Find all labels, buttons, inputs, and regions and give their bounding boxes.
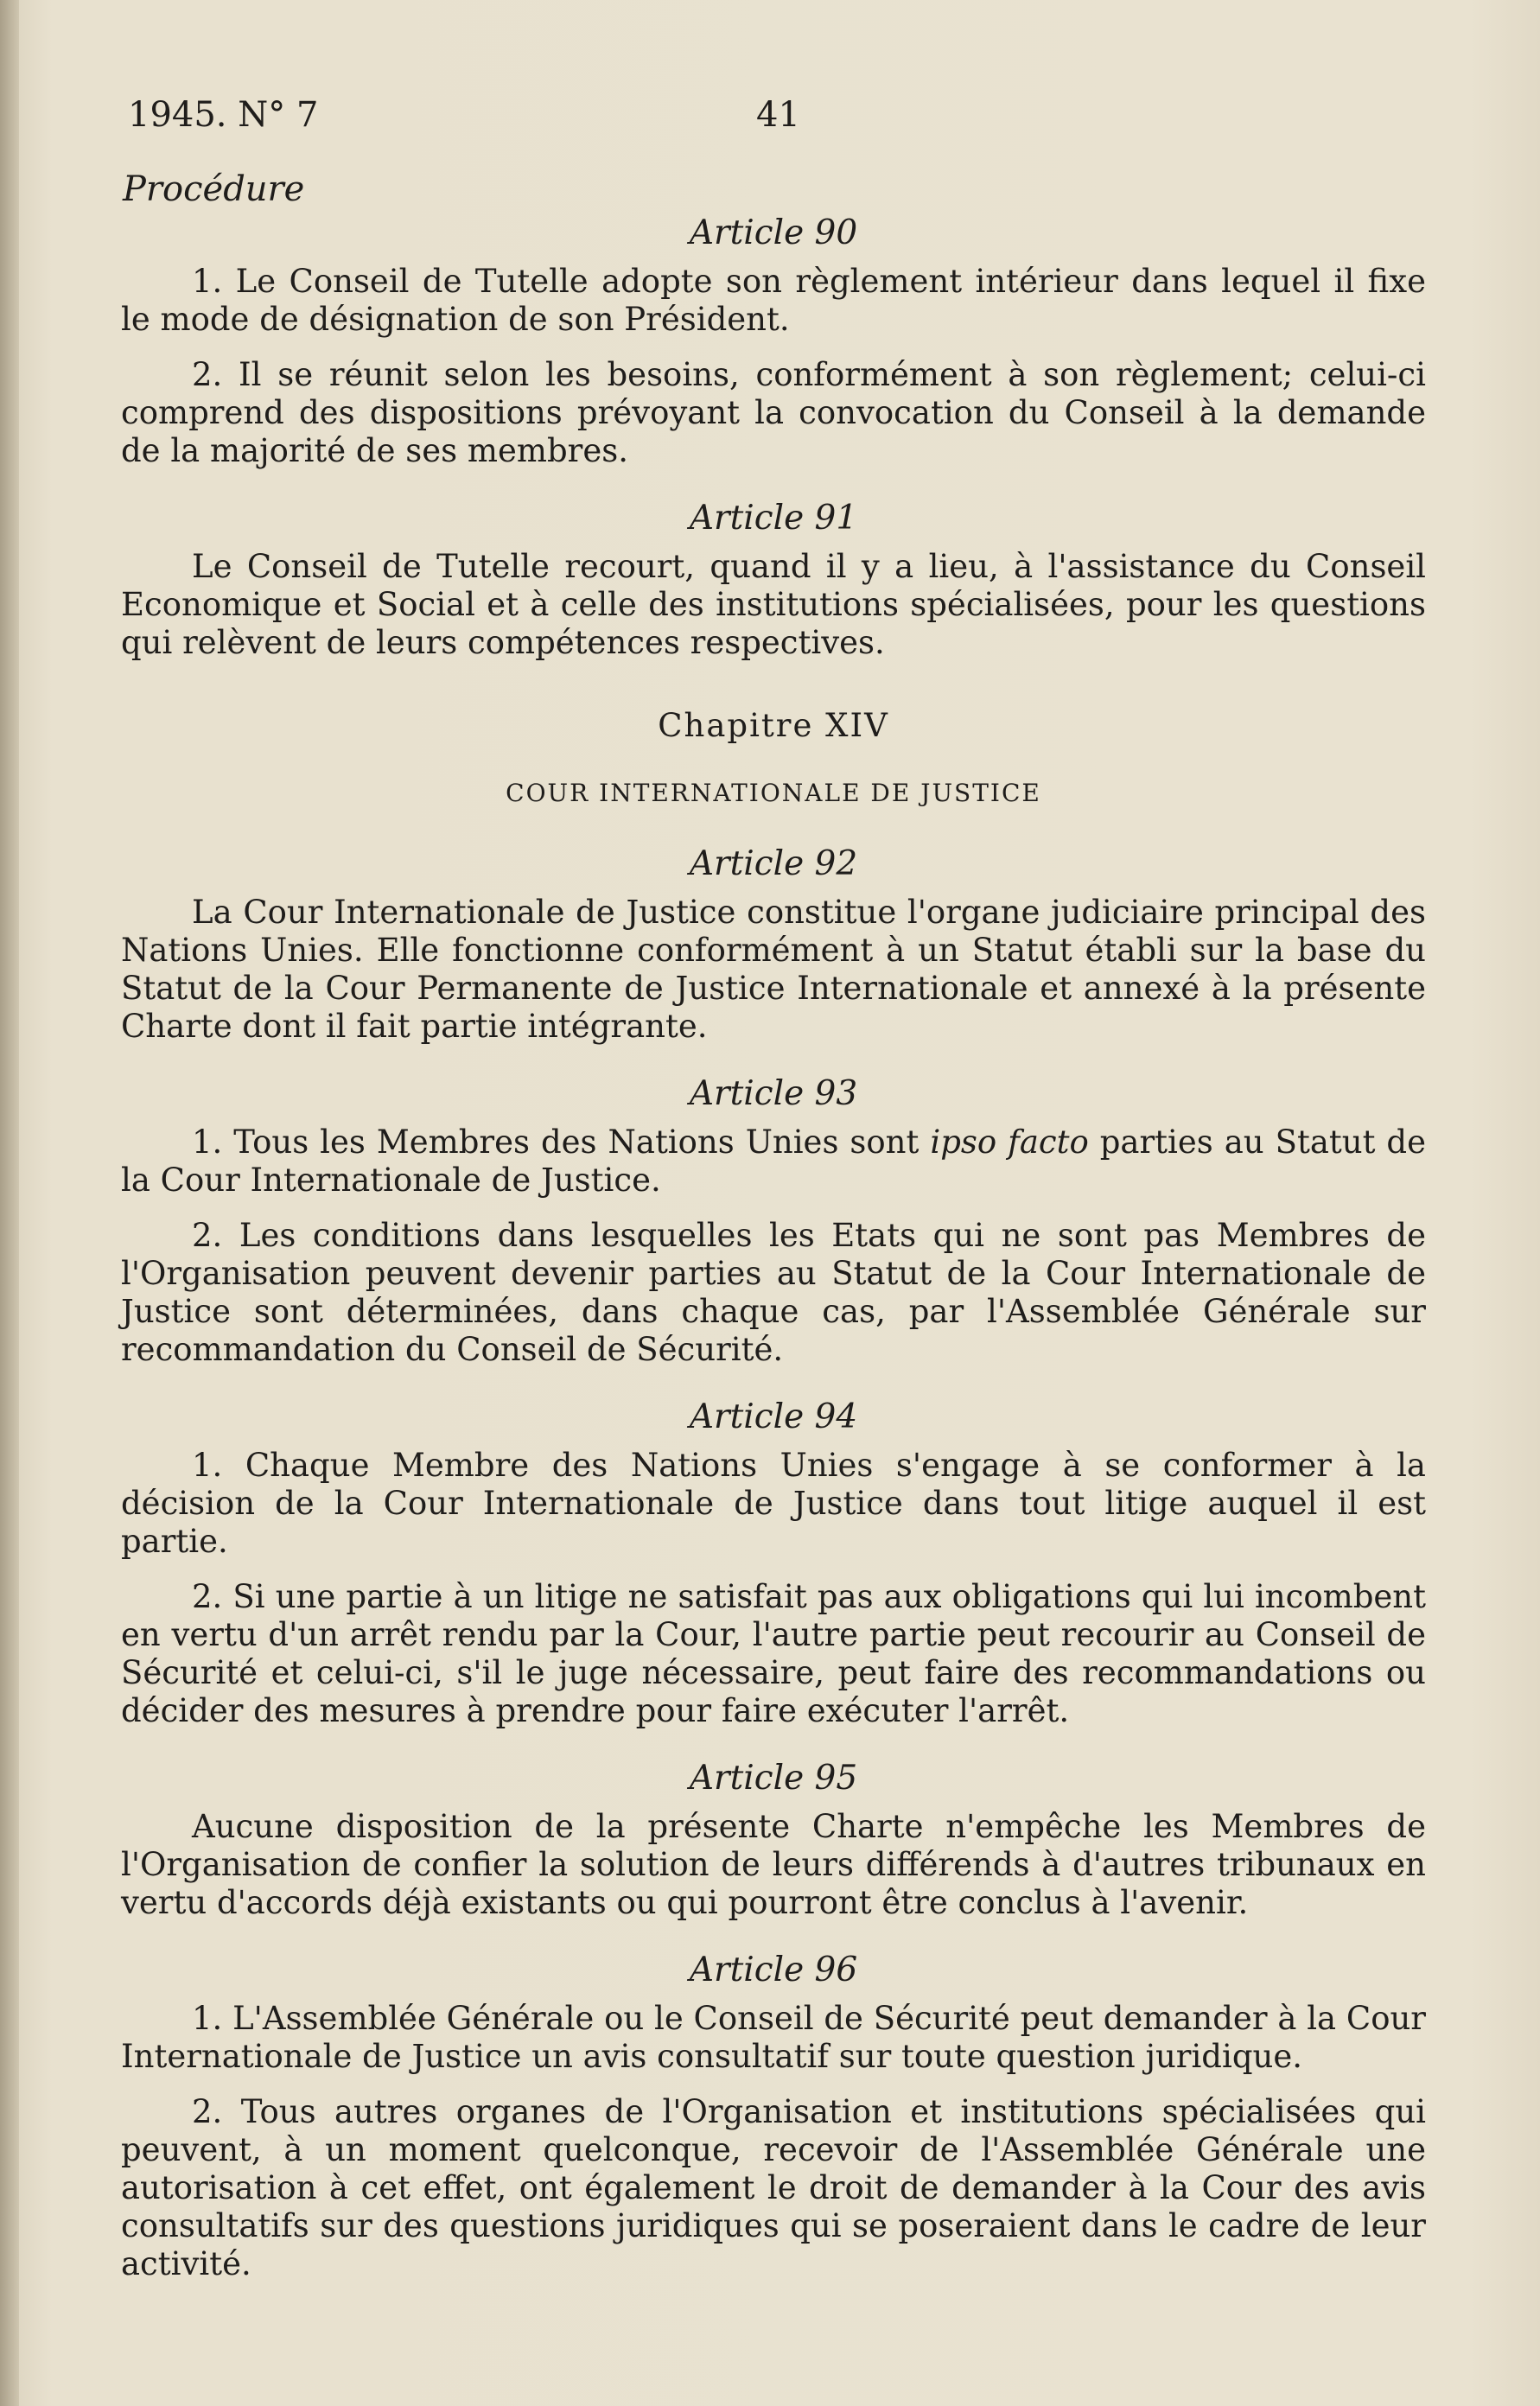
articles-before-chapter <box>121 214 1426 662</box>
article-title: Article 96 <box>689 1951 858 1989</box>
article-96 <box>121 1951 1426 2283</box>
section-label: Procédure <box>123 169 305 209</box>
text-run: 1. Tous les Membres des Nations Unies sont <box>192 1123 931 1161</box>
article-title: Article 94 <box>689 1397 858 1436</box>
article-91 <box>121 500 1426 662</box>
article-paragraph: 1. Le Conseil de Tutelle adopte son règlement intérieur dans lequel il fixe le mode de désignation de son Président. <box>121 263 1426 338</box>
article-paragraph: 2. Tous autres organes de l'Organisation et institutions spécialisées qui peuvent, à un moment quelconque, recevoir de l'Assemblée Générale une autorisation à cet effet, ont également le droit de demander à la Cour des avis consultatifs sur des questions juridiques qui se poseraient dans le cadre de leur activité. <box>121 2093 1426 2282</box>
document-body <box>121 214 1426 2313</box>
article-paragraph: 2. Il se réunit selon les besoins, conformément à son règlement; celui-ci comprend des dispositions prévoyant la convocation du Conseil à la demande de la majorité de ses membres. <box>121 356 1426 469</box>
article-95 <box>121 1760 1426 1922</box>
page-spine-shadow <box>0 0 19 2406</box>
page-header <box>128 95 1433 143</box>
article-paragraph: Le Conseil de Tutelle recourt, quand il y a lieu, à l'assistance du Conseil Economique et Social et à celle des institutions spécialisées, pour les questions qui relèvent de leurs compétences respectives. <box>121 548 1426 661</box>
article-90 <box>121 214 1426 470</box>
article-93 <box>121 1075 1426 1369</box>
text-run: parties au Statut de la Cour Internationale de Justice. <box>121 1123 1427 1199</box>
page-number: 41 <box>756 95 800 135</box>
article-paragraph: 2. Si une partie à un litige ne satisfait pas aux obligations qui lui incombent en vertu d'un arrêt rendu par la Cour, l'autre partie peut recourir au Conseil de Sécurité et celui-ci, s'il le juge nécessaire, peut faire des recommandations ou décider des mesures à prendre pour faire exécuter l'arrêt. <box>121 1578 1426 1729</box>
article-title: Article 95 <box>689 1759 858 1798</box>
article-paragraph: La Cour Internationale de Justice constitue l'organe judiciaire principal des Nations Unies. Elle fonctionne conformément à un Statut établi sur la base du Statut de la Cour Permanente de Justice Internationale et annexé à la présente Charte dont il fait partie intégrante. <box>121 894 1426 1045</box>
chapter-title: Chapitre XIV <box>658 707 889 744</box>
article-92 <box>121 845 1426 1046</box>
article-title: Article 91 <box>689 499 858 538</box>
article-paragraph: 2. Les conditions dans lesquelles les Etats qui ne sont pas Membres de l'Organisation peuvent devenir parties au Statut de la Cour Internationale de Justice sont déterminées, dans chaque cas, par l'Assemblée Générale sur recommandation du Conseil de Sécurité. <box>121 1217 1426 1368</box>
article-94 <box>121 1398 1426 1730</box>
article-paragraph: 1. L'Assemblée Générale ou le Conseil de Sécurité peut demander à la Cour Internationale de Justice un avis consultatif sur toute question juridique. <box>121 2000 1426 2075</box>
article-paragraph: Aucune disposition de la présente Charte n'empêche les Membres de l'Organisation de confier la solution de leurs différends à d'autres tribunaux en vertu d'accords déjà existants ou qui pourront être conclus à l'avenir. <box>121 1808 1426 1921</box>
article-title: Article 93 <box>689 1074 858 1113</box>
chapter-subtitle: COUR INTERNATIONALE DE JUSTICE <box>506 779 1041 807</box>
articles-after-chapter <box>121 1398 1426 2283</box>
article-paragraph: 1. Chaque Membre des Nations Unies s'engage à se conformer à la décision de la Cour Internationale de Justice dans tout litige auquel il est partie. <box>121 1447 1426 1560</box>
article-title: Article 90 <box>689 213 858 252</box>
article-title: Article 92 <box>689 844 858 883</box>
header-year-number: 1945. N° 7 <box>128 95 319 135</box>
article-paragraph <box>121 1123 1426 1200</box>
italic-term: ipso facto <box>930 1123 1089 1161</box>
